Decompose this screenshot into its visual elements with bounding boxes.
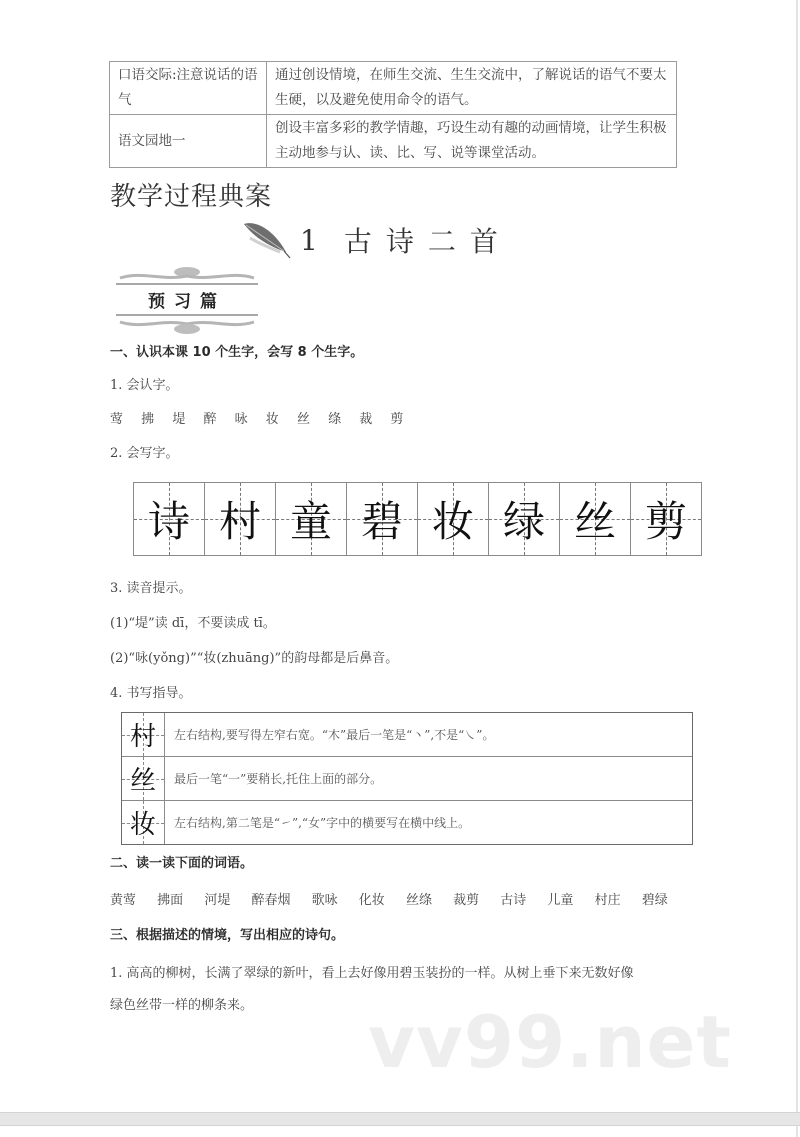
writing-grid (133, 482, 702, 556)
item4-label: 4. 书写指导。 (110, 686, 192, 701)
feather-icon (240, 218, 292, 262)
question-1-line-2: 绿色丝带一样的柳条来。 (110, 998, 254, 1013)
guide-char: 丝 (122, 757, 165, 800)
objectives-table (109, 61, 677, 168)
table-row (110, 62, 677, 115)
char: 咏 (234, 412, 248, 427)
item3-label: 3. 读音提示。 (110, 581, 192, 596)
section-title: 教学过程典案 (110, 182, 273, 212)
question-1-line-1: 1. 高高的柳树，长满了翠绿的新叶，看上去好像用碧玉装扮的一样。从树上垂下来无数好像 (110, 966, 634, 981)
table-cell-desc: 通过创设情境，在师生交流、生生交流中，了解说话的语气不要太生硬，以及避免使用命令的语气。 (267, 62, 677, 115)
grid-cell: 诗 (134, 483, 205, 555)
char: 拂 (141, 412, 155, 427)
part1-heading: 一、认识本课 10 个生字，会写 8 个生字。 (110, 345, 364, 360)
char: 绦 (328, 412, 342, 427)
word: 丝绦 (405, 893, 432, 908)
grid-cell: 碧 (347, 483, 418, 555)
lesson-name: 古诗二首 (343, 225, 512, 258)
grid-cell: 村 (205, 483, 276, 555)
guide-char: 妆 (122, 801, 165, 844)
char: 丝 (296, 412, 310, 427)
table-cell-desc: 创设丰富多彩的教学情趣，巧设生动有趣的动画情境，让学生积极主动地参与认、读、比、写、说等课堂活动。 (267, 115, 677, 168)
grid-cell: 绿 (489, 483, 560, 555)
pronunciation-note-1: (1)“堤”读 dī，不要读成 tī。 (110, 616, 276, 631)
watermark: vv99.net (368, 1000, 732, 1084)
recognize-chars (110, 408, 417, 427)
char: 妆 (265, 412, 279, 427)
table-row (110, 115, 677, 168)
part2-heading: 二、读一读下面的词语。 (110, 856, 254, 871)
item1-label: 1. 会认字。 (110, 378, 179, 393)
guide-text: 左右结构,要写得左窄右宽。“木”最后一笔是“丶”,不是“㇏”。 (174, 728, 495, 742)
table-cell-topic: 口语交际:注意说话的语气 (110, 62, 267, 115)
word: 黄莺 (110, 893, 137, 908)
char: 裁 (359, 412, 373, 427)
grid-cell: 童 (276, 483, 347, 555)
word: 村庄 (594, 893, 621, 908)
page-edge (796, 0, 798, 1137)
char: 剪 (390, 412, 404, 427)
char: 堤 (172, 412, 186, 427)
vocab-words (110, 889, 685, 908)
part3-heading: 三、根据描述的情境，写出相应的诗句。 (110, 928, 345, 943)
guide-text: 最后一笔“一”要稍长,托住上面的部分。 (174, 772, 383, 786)
guide-char: 村 (122, 713, 165, 756)
preview-badge (112, 265, 262, 335)
word: 古诗 (500, 893, 527, 908)
guide-row (122, 713, 692, 757)
badge-label: 预习篇 (148, 292, 226, 312)
word: 化妆 (358, 893, 385, 908)
word: 歌咏 (311, 893, 338, 908)
char: 醉 (203, 412, 217, 427)
pronunciation-note-2: (2)“咏(yǒng)”“妆(zhuāng)”的韵母都是后鼻音。 (110, 651, 399, 666)
word: 儿童 (547, 893, 574, 908)
word: 醉春烟 (251, 893, 291, 908)
char: 莺 (110, 412, 124, 427)
grid-cell: 妆 (418, 483, 489, 555)
lesson-number: 1 (300, 223, 318, 257)
lesson-title (240, 215, 512, 265)
grid-cell: 丝 (560, 483, 631, 555)
guide-row (122, 757, 692, 801)
word: 河堤 (204, 893, 231, 908)
guide-row (122, 801, 692, 844)
table-cell-topic: 语文园地一 (110, 115, 267, 168)
grid-cell: 剪 (631, 483, 701, 555)
word: 碧绿 (641, 893, 668, 908)
word: 拂面 (157, 893, 184, 908)
item2-label: 2. 会写字。 (110, 446, 179, 461)
word: 裁剪 (453, 893, 480, 908)
page-separator (0, 1112, 800, 1126)
guide-text: 左右结构,第二笔是“㇀”,“女”字中的横要写在横中线上。 (174, 816, 471, 830)
writing-guide-table (121, 712, 693, 845)
